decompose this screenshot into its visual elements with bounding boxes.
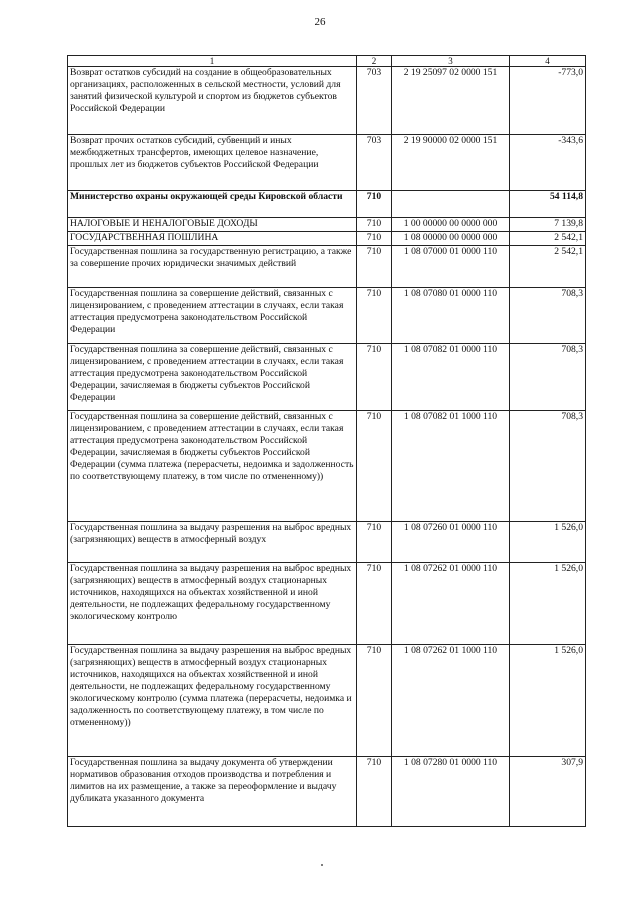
row-name: Государственная пошлина за государственную регистрацию, а также за совершение прочих юридически значимых действий bbox=[68, 246, 357, 288]
row-code: 1 08 07280 01 0000 110 bbox=[392, 757, 510, 827]
row-name: НАЛОГОВЫЕ И НЕНАЛОГОВЫЕ ДОХОДЫ bbox=[68, 218, 357, 232]
scan-speck bbox=[321, 864, 323, 866]
row-name: Государственная пошлина за совершение действий, связанных с лицензированием, с проведением аттестации в случаях, если такая аттестация предусмотрена законодательством Российской Федерации, зачисляемая в бюджеты субъектов Российской Федерации (сумма платежа (перерасчеты, недоимка и задолженность по соответствующему платежу, в том числе по отмененному)) bbox=[68, 411, 357, 522]
row-amount: 1 526,0 bbox=[510, 522, 586, 563]
row-code: 2 19 90000 02 0000 151 bbox=[392, 135, 510, 191]
table-row bbox=[68, 246, 586, 288]
row-amount: 1 526,0 bbox=[510, 563, 586, 645]
row-chapter: 703 bbox=[357, 135, 392, 191]
table-row bbox=[68, 411, 586, 522]
row-amount: -773,0 bbox=[510, 67, 586, 135]
table-row bbox=[68, 232, 586, 246]
table-row bbox=[68, 757, 586, 827]
row-amount: 54 114,8 bbox=[510, 191, 586, 218]
row-amount: 2 542,1 bbox=[510, 232, 586, 246]
row-name: ГОСУДАРСТВЕННАЯ ПОШЛИНА bbox=[68, 232, 357, 246]
row-code: 2 19 25097 02 0000 151 bbox=[392, 67, 510, 135]
row-chapter: 710 bbox=[357, 288, 392, 344]
row-chapter: 710 bbox=[357, 246, 392, 288]
row-name: Возврат прочих остатков субсидий, субвенций и иных межбюджетных трансфертов, имеющих целевое назначение, прошлых лет из бюджетов субъектов Российской Федерации bbox=[68, 135, 357, 191]
row-code bbox=[392, 191, 510, 218]
row-name: Государственная пошлина за выдачу документа об утверждении нормативов образования отходов производства и потребления и лимитов на их размещение, а также за переоформление и выдачу дубликата указанного документа bbox=[68, 757, 357, 827]
table-row bbox=[68, 67, 586, 135]
row-name: Государственная пошлина за выдачу разрешения на выброс вредных (загрязняющих) веществ в атмосферный воздух стационарных источников, находящихся на объектах хозяйственной и иной деятельности, не подлежащих федеральному государственному экологическому контролю bbox=[68, 563, 357, 645]
row-name: Возврат остатков субсидий на создание в общеобразовательных организациях, расположенных в сельской местности, условий для занятий физической культурой и спортом из бюджетов субъектов Российской Федерации bbox=[68, 67, 357, 135]
row-amount: 708,3 bbox=[510, 288, 586, 344]
header-col-3: 3 bbox=[392, 56, 510, 67]
row-code: 1 08 07082 01 0000 110 bbox=[392, 344, 510, 411]
row-amount: 708,3 bbox=[510, 411, 586, 522]
row-chapter: 710 bbox=[357, 344, 392, 411]
table-row bbox=[68, 522, 586, 563]
row-name: Государственная пошлина за совершение действий, связанных с лицензированием, с проведением аттестации в случаях, если такая аттестация предусмотрена законодательством Российской Федерации bbox=[68, 288, 357, 344]
row-chapter: 710 bbox=[357, 411, 392, 522]
row-chapter: 710 bbox=[357, 563, 392, 645]
table-row bbox=[68, 563, 586, 645]
row-chapter: 703 bbox=[357, 67, 392, 135]
row-name: Государственная пошлина за совершение действий, связанных с лицензированием, с проведением аттестации в случаях, если такая аттестация предусмотрена законодательством Российской Федерации, зачисляемая в бюджеты субъектов Российской Федерации bbox=[68, 344, 357, 411]
row-name: Министерство охраны окружающей среды Кировской области bbox=[68, 191, 357, 218]
header-col-2: 2 bbox=[357, 56, 392, 67]
header-col-1: 1 bbox=[68, 56, 357, 67]
row-code: 1 08 07260 01 0000 110 bbox=[392, 522, 510, 563]
row-name: Государственная пошлина за выдачу разрешения на выброс вредных (загрязняющих) веществ в атмосферный воздух стационарных источников, находящихся на объектах хозяйственной и иной деятельности, не подлежащих федеральному государственному экологическому контролю (сумма платежа (перерасчеты, недоимка и задолженность по соответствующему платежу, в том числе по отмененному)) bbox=[68, 645, 357, 757]
row-amount: 1 526,0 bbox=[510, 645, 586, 757]
row-code: 1 08 07262 01 0000 110 bbox=[392, 563, 510, 645]
row-code: 1 08 00000 00 0000 000 bbox=[392, 232, 510, 246]
table-row bbox=[68, 135, 586, 191]
header-row bbox=[68, 56, 586, 67]
row-amount: 307,9 bbox=[510, 757, 586, 827]
row-code: 1 08 07000 01 0000 110 bbox=[392, 246, 510, 288]
row-code: 1 08 07262 01 1000 110 bbox=[392, 645, 510, 757]
table-row bbox=[68, 288, 586, 344]
row-chapter: 710 bbox=[357, 757, 392, 827]
row-amount: 7 139,8 bbox=[510, 218, 586, 232]
table-row bbox=[68, 645, 586, 757]
table-row bbox=[68, 218, 586, 232]
row-code: 1 08 07082 01 1000 110 bbox=[392, 411, 510, 522]
row-amount: 708,3 bbox=[510, 344, 586, 411]
header-col-4: 4 bbox=[510, 56, 586, 67]
row-amount: -343,6 bbox=[510, 135, 586, 191]
row-amount: 2 542,1 bbox=[510, 246, 586, 288]
row-chapter: 710 bbox=[357, 232, 392, 246]
row-chapter: 710 bbox=[357, 522, 392, 563]
row-chapter: 710 bbox=[357, 191, 392, 218]
budget-table bbox=[67, 55, 586, 827]
page-number: 26 bbox=[314, 16, 326, 28]
row-chapter: 710 bbox=[357, 218, 392, 232]
row-chapter: 710 bbox=[357, 645, 392, 757]
table-row bbox=[68, 344, 586, 411]
row-name: Государственная пошлина за выдачу разрешения на выброс вредных (загрязняющих) веществ в атмосферный воздух bbox=[68, 522, 357, 563]
row-code: 1 00 00000 00 0000 000 bbox=[392, 218, 510, 232]
table-row-ministry bbox=[68, 191, 586, 218]
row-code: 1 08 07080 01 0000 110 bbox=[392, 288, 510, 344]
